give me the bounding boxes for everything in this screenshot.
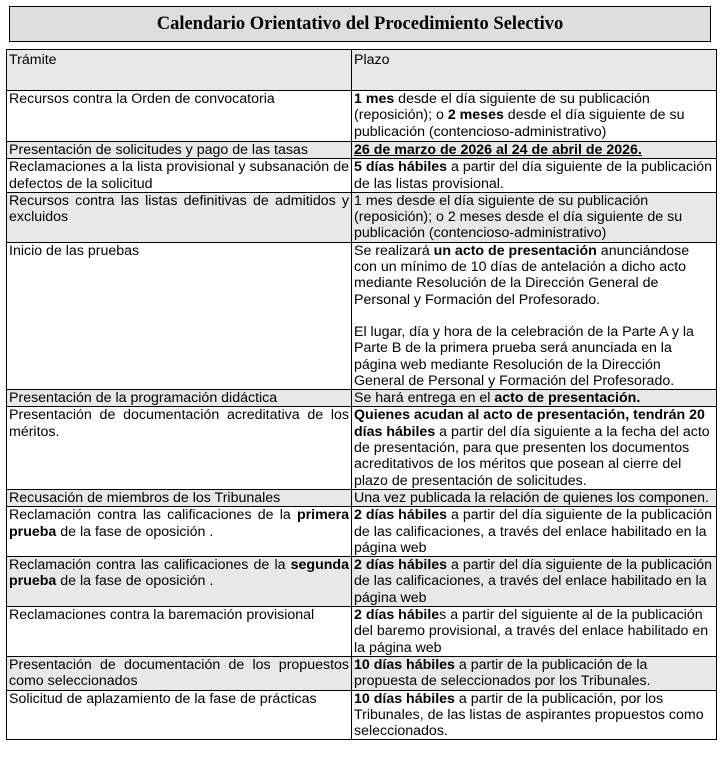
table-row	[7, 407, 717, 489]
tramite-cell: Presentación de documentación acreditativa de los méritos.	[7, 407, 352, 489]
tramite-cell: Inicio de las pruebas	[7, 242, 352, 389]
plazo-cell: 1 mes desde el día siguiente de su publicación (reposición); o 2 meses desde el día siguiente de su publicación (contencioso-administrativo)	[352, 192, 717, 242]
table-header-row	[7, 50, 717, 91]
tramite-cell: Presentación de documentación de los propuestos como seleccionados	[7, 656, 352, 690]
plazo-cell: 1 mes desde el día siguiente de su publicación (reposición); o 2 meses desde el día siguiente de su publicación (contencioso-administrativo)	[352, 91, 717, 142]
tramite-cell: Solicitud de aplazamiento de la fase de prácticas	[7, 690, 352, 740]
tramite-cell: Reclamación contra las calificaciones de la primera prueba de la fase de oposición .	[7, 507, 352, 557]
calendar-table	[6, 49, 717, 740]
tramite-cell: Reclamación contra las calificaciones de la segunda prueba de la fase de oposición .	[7, 557, 352, 607]
table-row	[7, 242, 717, 389]
plazo-cell: 2 días hábiles a partir del siguiente al de la publicación del baremo provisional, a través del enlace habilitado en la página web	[352, 607, 717, 657]
table-row	[7, 607, 717, 657]
tramite-cell: Reclamaciones a la lista provisional y subsanación de defectos de la solicitud	[7, 159, 352, 193]
tramite-cell: Presentación de la programación didáctica	[7, 390, 352, 407]
table-row	[7, 557, 717, 607]
tramite-cell: Presentación de solicitudes y pago de las tasas	[7, 142, 352, 159]
document-title	[9, 6, 711, 42]
plazo-cell: 2 días hábiles a partir del día siguiente de la publicación de las calificaciones, a través del enlace habilitado en la página web	[352, 507, 717, 557]
plazo-cell: 2 días hábiles a partir del día siguiente de la publicación de las calificaciones, a través del enlace habilitado en la página web	[352, 557, 717, 607]
table-row	[7, 690, 717, 740]
tramite-cell: Reclamaciones contra la baremación provisional	[7, 607, 352, 657]
plazo-cell: Quienes acudan al acto de presentación, tendrán 20 días hábiles a partir del día siguiente a la fecha del acto de presentación, para que presenten los documentos acreditativos de los méritos que posean al cierre del plazo de presentación de solicitudes.	[352, 407, 717, 489]
tramite-cell: Recusación de miembros de los Tribunales	[7, 489, 352, 506]
tramite-cell: Recursos contra las listas definitivas de admitidos y excluidos	[7, 192, 352, 242]
table-row	[7, 142, 717, 159]
plazo-cell: Se hará entrega en el acto de presentación.	[352, 390, 717, 407]
plazo-cell: 10 días hábiles a partir de la publicación de la propuesta de seleccionados por los Tribunales.	[352, 656, 717, 690]
table-row	[7, 656, 717, 690]
table-row	[7, 507, 717, 557]
column-header-plazo: Plazo	[352, 50, 717, 91]
table-row	[7, 91, 717, 142]
plazo-cell: Una vez publicada la relación de quienes los componen.	[352, 489, 717, 506]
plazo-cell: 5 días hábiles a partir del día siguiente de la publicación de las listas provisional.	[352, 159, 717, 193]
plazo-cell: Se realizará un acto de presentación anunciándose con un mínimo de 10 días de antelación a dicho acto mediante Resolución de la Dirección General de Personal y Formación del Profesorado. El lugar, día y hora de la celebración de la Parte A y la Parte B de la primera prueba será anunciada en la página web mediante Resolución de la Dirección General de Personal y Formación del Profesorado.	[352, 242, 717, 389]
column-header-tramite: Trámite	[7, 50, 352, 91]
table-row	[7, 192, 717, 242]
tramite-cell: Recursos contra la Orden de convocatoria	[7, 91, 352, 142]
table-row	[7, 159, 717, 193]
plazo-cell: 10 días hábiles a partir de la publicación, por los Tribunales, de las listas de aspirantes propuestos como seleccionados.	[352, 690, 717, 740]
table-row	[7, 390, 717, 407]
document-title-text: Calendario Orientativo del Procedimiento Selectivo	[156, 13, 564, 34]
table-row	[7, 489, 717, 506]
plazo-cell: 26 de marzo de 2026 al 24 de abril de 2026.	[352, 142, 717, 159]
